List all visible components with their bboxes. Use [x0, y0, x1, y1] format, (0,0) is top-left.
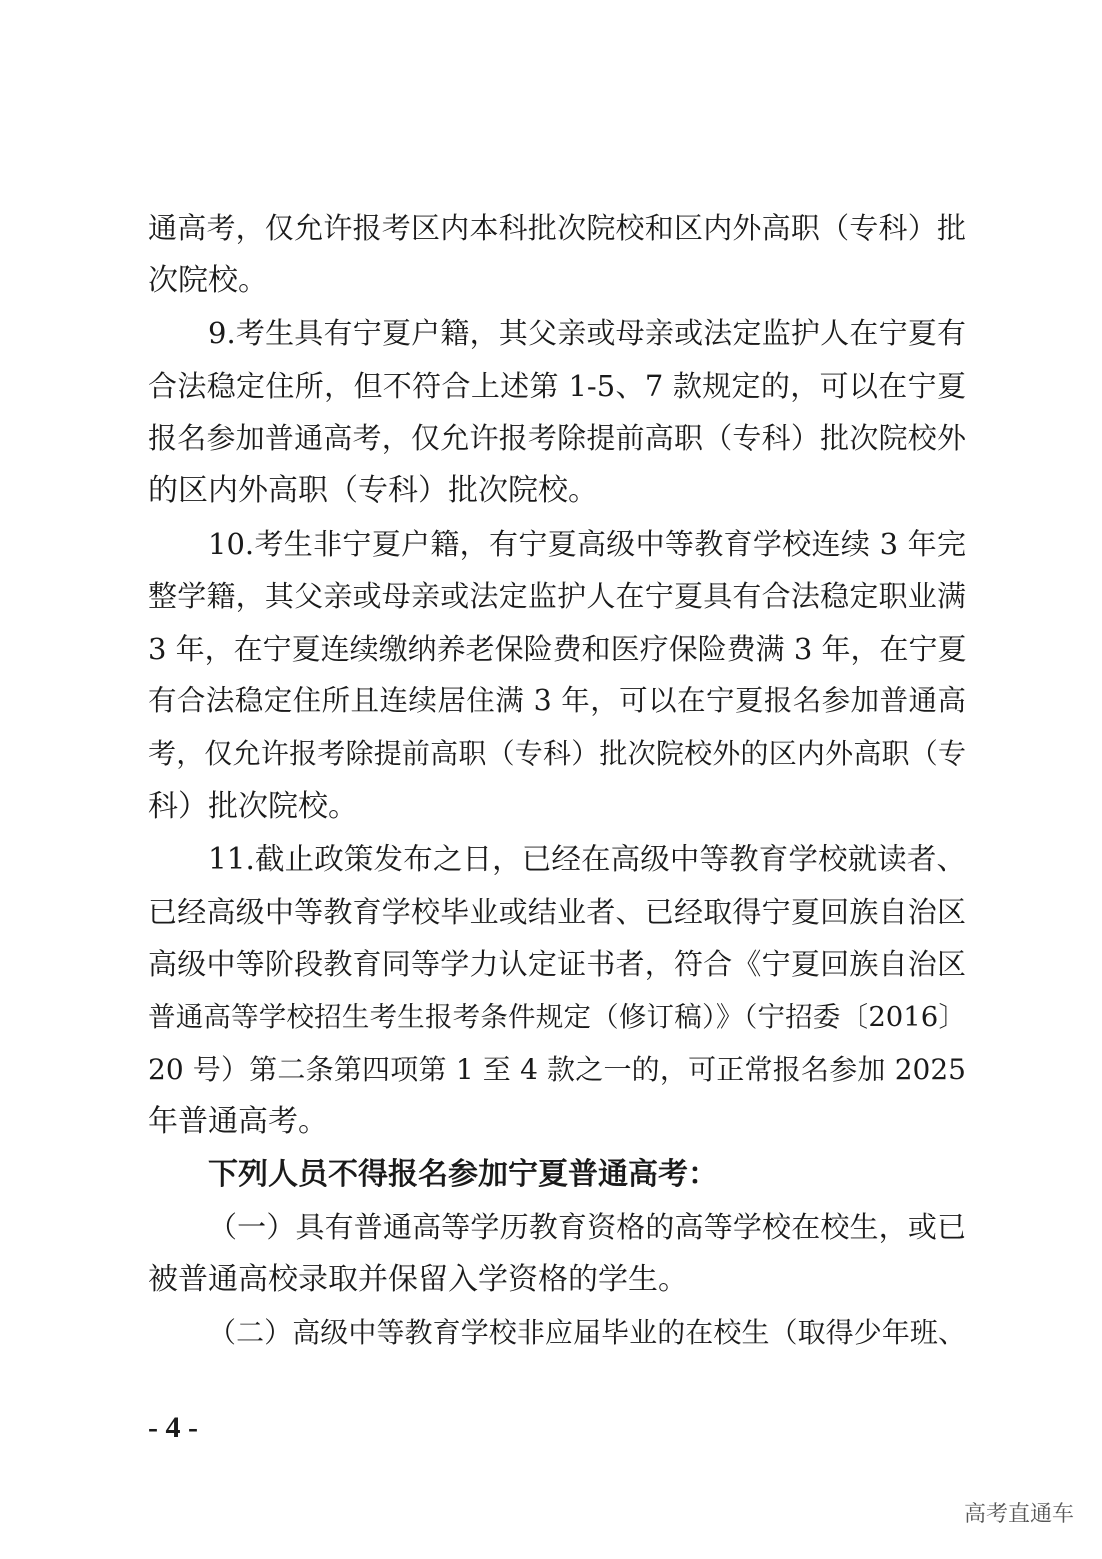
watermark-text: 高考直通车 — [963, 1502, 1074, 1527]
paragraph-line: 的区内外高职（专科）批次院校。 — [148, 473, 598, 508]
paragraph-line: 3 年，在宁夏连续缴纳养老保险费和医疗保险费满 3 年，在宁夏 — [148, 632, 967, 666]
paragraph-line: 普通高等学校招生考生报考条件规定（修订稿）》（宁招委〔2016〕 — [148, 1001, 966, 1033]
paragraph-line: 11.截止政策发布之日，已经在高级中等教育学校就读者、 — [208, 842, 966, 876]
page-number: - 4 - — [148, 1411, 198, 1444]
paragraph-line: 整学籍，其父亲或母亲或法定监护人在宁夏具有合法稳定职业满 — [148, 579, 966, 613]
paragraph-line: 已经高级中等教育学校毕业或结业者、已经取得宁夏回族自治区 — [148, 895, 966, 929]
paragraph-line: （一）具有普通高等学历教育资格的高等学校在校生，或已 — [208, 1210, 966, 1244]
paragraph-line: 10.考生非宁夏户籍，有宁夏高级中等教育学校连续 3 年完 — [208, 527, 966, 561]
paragraph-line: 次院校。 — [148, 263, 268, 298]
paragraph-line: 合法稳定住所，但不符合上述第 1-5、7 款规定的，可以在宁夏 — [148, 369, 966, 403]
paragraph-line: （二）高级中等教育学校非应届毕业的在校生（取得少年班、 — [208, 1316, 966, 1349]
paragraph-line: 9.考生具有宁夏户籍，其父亲或母亲或法定监护人在宁夏有 — [208, 316, 966, 350]
paragraph-line: 考，仅允许报考除提前高职（专科）批次院校外的区内外高职（专 — [148, 737, 966, 770]
paragraph-line: 被普通高校录取并保留入学资格的学生。 — [148, 1262, 688, 1297]
paragraph-line: 科）批次院校。 — [148, 789, 358, 824]
section-heading-line: 下列人员不得报名参加宁夏普通高考： — [208, 1157, 718, 1192]
paragraph-line: 高级中等阶段教育同等学力认定证书者，符合《宁夏回族自治区 — [148, 947, 966, 981]
paragraph-line: 年普通高考。 — [148, 1104, 328, 1139]
paragraph-line: 报名参加普通高考，仅允许报考除提前高职（专科）批次院校外 — [148, 421, 966, 455]
paragraph-line: 通高考，仅允许报考区内本科批次院校和区内外高职（专科）批 — [148, 211, 966, 245]
paragraph-line: 20 号）第二条第四项第 1 至 4 款之一的，可正常报名参加 2025 — [148, 1053, 966, 1086]
paragraph-line: 有合法稳定住所且连续居住满 3 年，可以在宁夏报名参加普通高 — [148, 684, 966, 717]
